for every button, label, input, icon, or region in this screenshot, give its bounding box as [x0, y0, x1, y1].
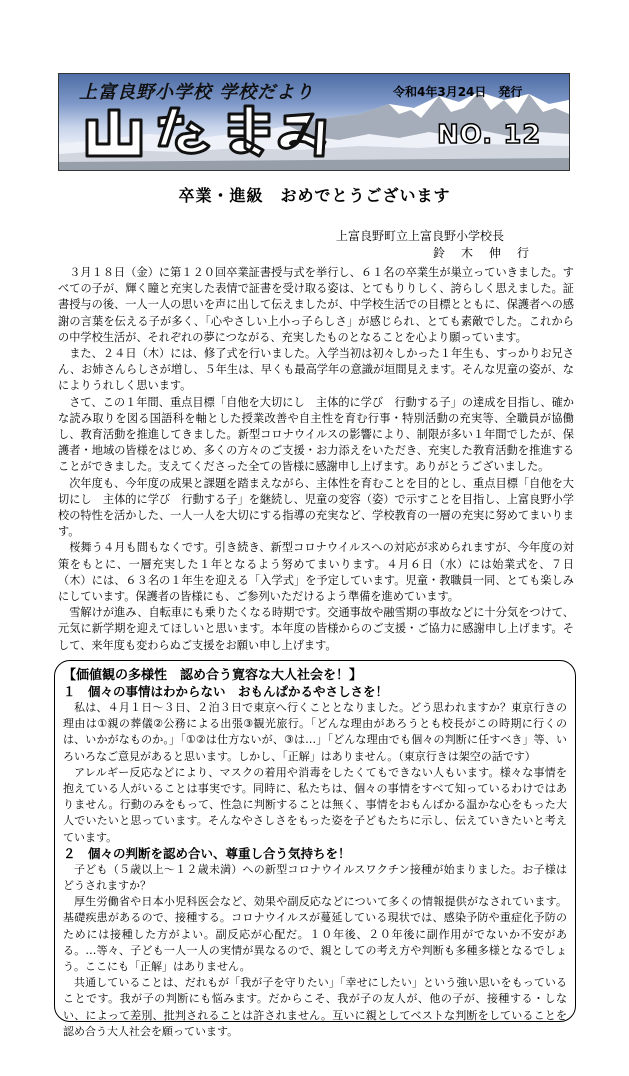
article-headline: 卒業・進級 おめでとうございます [178, 186, 451, 205]
article-body [58, 265, 574, 654]
newsletter-title-logo [79, 100, 409, 166]
column-paragraph: アレルギー反応などにより、マスクの着用や消毒をしたくてもできない人もいます。様々な事情を抱えている人がいることは事実です。同時に、私たちは、個々の事情をすべて知っているわけではありません。行動のみをもって、性急に判断することは無く、事情をおもんぱかる温かな心をもった大人でいたいと思っています。そんなやさしさをもった姿を子どもたちに示し、伝えていきたいと考えています。 [63, 765, 567, 844]
masthead-banner [58, 73, 570, 171]
column-paragraph: 子ども（５歳以上～１２歳未満）への新型コロナウイルスワクチン接種が始まりました。お子様はどうされますか？ [63, 862, 567, 893]
issue-number: NO. 12 [437, 120, 542, 150]
article-paragraph: ３月１８日（金）に第１２０回卒業証書授与式を挙行し、６１名の卒業生が巣立っていきました。すべての子が、輝く瞳と充実した表情で証書を受け取る姿は、とてもりりしく、誇らしく思えました。証書授与の後、一人一人の思いを声に出して伝えましたが、中学校生活での目標とともに、保護者への感謝の言葉を伝える子が多く、「心やさしい上小っ子らしさ」が感じられ、とても素敵でした。これからの中学校生活が、それぞれの夢につながる、充実したものとなることを心より願っています。 [58, 266, 574, 344]
column-title: 【価値観の多様性 認め合う寛容な大人社会を！】 [63, 668, 363, 683]
article-paragraph: また、２４日（木）には、修了式を行いました。入学当初は初々しかった１年生も、すっかりお兄さん、お姉さんらしさが増し、５年生は、早くも最高学年の意識が垣間見えます。そんな児童の姿が、なによりうれしく思います。 [58, 347, 574, 393]
author-organization: 上富良野町立上富良野小学校長 [336, 229, 505, 243]
column-section-heading: １ 個々の事情はわからない おもんぱかるやさしさを！ [63, 684, 389, 699]
school-name: 上富良野小学校 学校だより [79, 82, 315, 103]
publish-date: 令和4年3月24日 発行 [393, 85, 523, 99]
column-paragraph: 私は、４月１日～３日、２泊３日で東京へ行くこととなりました。どう思われますか？東京行きの理由は①親の葬儀②公務による出張③観光旅行。「どんな理由があろうとも校長がこの時期に行くのは、いかがなものか。」「①②は仕方ないが、③は…」「どんな理由でも個々の判断に任すべき」等、いろいろなご意見があると思います。しかし、「正解」はありません。（東京行きは架空の話です） [63, 701, 567, 763]
column-section-heading: ２ 個々の判断を認め合い、尊重し合う気持ちを！ [63, 845, 351, 861]
column-paragraph: 共通していることは、だれもが「我が子を守りたい」「幸せにしたい」という強い思いをもっていることです。我が子の判断にも悩みます。だからこそ、我が子の友人が、他の子が、接種する・しない、によって差別、批判されることは許されません。互いに親としてベストな判断をしていることを認め合う大人社会を願っています。 [63, 976, 567, 1038]
column-paragraph: 厚生労働省や日本小児科医会など、効果や副反応などについて多くの情報提供がなされています。基礎疾患があるので、接種する。コロナウイルスが蔓延している現状では、感染予防や重症化予防のためには接種した方がよい。副反応が心配だ。１０年後、２０年後に副作用がでないか不安がある。…等々、子ども一人一人の実情が異なるので、親としての考え方や判断も多種多様となるでしょう。ここにも「正解」はありません。 [63, 895, 567, 974]
column-box [54, 660, 576, 1038]
author-name: 鈴 木 伸 行 [433, 246, 532, 260]
article-paragraph: さて、この１年間、重点目標「自他を大切にし 主体的に学び 行動する子」の達成を目指し、確かな読み取りを図る国語科を軸とした授業改善や自主性を育む行事・特別活動の充実等、全職員が協働し、教育活動を推進してきました。新型コロナウイルスの影響により、制限が多い１年間でしたが、保護者・地域の皆様をはじめ、多くの方々のご支援・お力添えをいただき、充実した教育活動を推進することができました。支えてくださった全ての皆様に感謝申し上げます。ありがとうございました。 [58, 395, 574, 474]
article-paragraph: 桜舞う４月も間もなくです。引き続き、新型コロナウイルスへの対応が求められますが、今年度の対策をもとに、一層充実した１年となるよう努めてまいります。４月６日（水）には始業式を、７日（木）には、６３名の１年生を迎える「入学式」を予定しています。児童・教職員一同、とても楽しみにしています。保護者の皆様にも、ご参列いただけるよう準備を進めています。 [58, 541, 574, 604]
article-paragraph: 次年度も、今年度の成果と課題を踏まえながら、主体性を育むことを目的とし、重点目標「自他を大切にし 主体的に学び 行動する子」を継続し、児童の変容（姿）で示すことを目指し、上富良野小学校の特性を活かした、一人一人を大切にする指導の充実など、学校教育の一層の充実に努めてまいります。 [58, 476, 574, 539]
article-paragraph: 雪解けが進み、自転車にも乗りたくなる時期です。交通事故や融雪期の事故などに十分気をつけて、元気に新学期を迎えてほしいと思います。本年度の皆様からのご支援・ご協力に感謝申し上げます。そして、来年度も変わらぬご支援をお願い申し上げます。 [58, 606, 574, 652]
